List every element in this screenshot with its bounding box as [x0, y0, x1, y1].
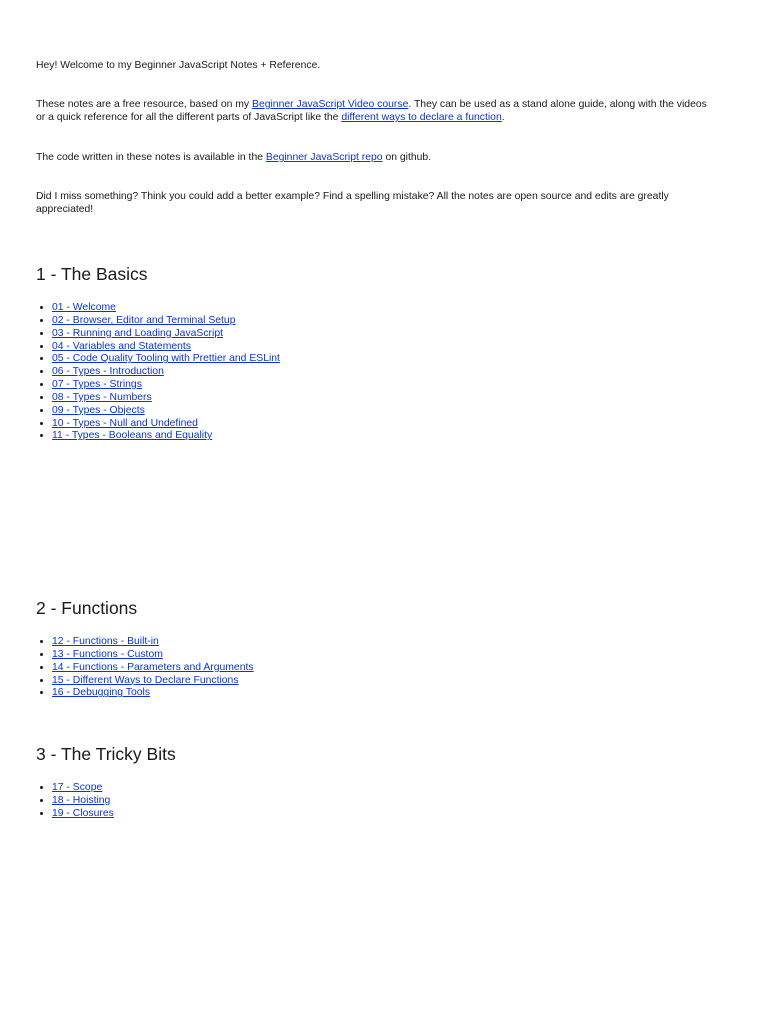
- list-item: [52, 315, 280, 328]
- section-list-functions: [36, 636, 254, 700]
- list-item: [52, 649, 254, 662]
- note-link[interactable]: 15 - Different Ways to Declare Functions: [52, 674, 239, 686]
- list-item: [52, 405, 280, 418]
- note-link[interactable]: 09 - Types - Objects: [52, 404, 145, 416]
- note-link[interactable]: 17 - Scope: [52, 782, 103, 793]
- note-link[interactable]: 06 - Types - Introduction: [52, 366, 164, 378]
- list-item: [52, 795, 114, 808]
- list-item: [52, 366, 280, 379]
- list-item: [52, 379, 280, 392]
- list-item: [52, 808, 114, 821]
- list-item: [52, 418, 280, 431]
- note-link[interactable]: 07 - Types - Strings: [52, 379, 142, 391]
- intro-resource-text-3: .: [501, 112, 505, 123]
- list-item: [52, 341, 280, 354]
- note-link[interactable]: 08 - Types - Numbers: [52, 391, 152, 403]
- note-link[interactable]: 19 - Closures: [52, 807, 114, 819]
- section-title-functions: 2 - Functions: [36, 598, 138, 618]
- declare-function-link[interactable]: different ways to declare a function: [341, 112, 502, 123]
- section-list-tricky-bits: [36, 782, 114, 821]
- note-link[interactable]: 18 - Hoisting: [52, 794, 111, 806]
- intro-welcome: Hey! Welcome to my Beginner JavaScript Notes + Reference.: [36, 60, 321, 71]
- note-link[interactable]: 02 - Browser, Editor and Terminal Setup: [52, 314, 236, 326]
- list-item: [52, 392, 280, 405]
- intro-contribute: Did I miss something? Think you could add a better example? Find a spelling mistake? All the notes are open source and edits are greatly appreciated!: [36, 191, 669, 215]
- list-item: [52, 302, 280, 315]
- list-item: [52, 687, 254, 700]
- section-title-tricky-bits: 3 - The Tricky Bits: [36, 744, 176, 764]
- repo-link[interactable]: Beginner JavaScript repo: [265, 152, 383, 163]
- note-link[interactable]: 01 - Welcome: [52, 302, 116, 313]
- course-link[interactable]: Beginner JavaScript Video course: [252, 99, 409, 110]
- intro-resource: [36, 98, 716, 124]
- note-link[interactable]: 03 - Running and Loading JavaScript: [52, 327, 223, 339]
- intro-code-text-1: The code written in these notes is available in the: [36, 152, 266, 163]
- list-item: [52, 675, 254, 688]
- note-link[interactable]: 11 - Types - Booleans and Equality: [52, 430, 213, 442]
- intro-resource-text-2: . They can be used as a stand alone guide, along with the videos or a quick reference for all the different parts of JavaScript like the: [36, 99, 707, 123]
- list-item: [52, 328, 280, 341]
- intro-resource-text-1: These notes are a free resource, based on my: [36, 99, 253, 110]
- list-item: [52, 782, 114, 795]
- note-link[interactable]: 10 - Types - Null and Undefined: [52, 417, 198, 429]
- list-item: [52, 636, 254, 649]
- note-link[interactable]: 04 - Variables and Statements: [52, 340, 192, 352]
- list-item: [52, 353, 280, 366]
- list-item: [52, 662, 254, 675]
- note-link[interactable]: 12 - Functions - Built-in: [52, 636, 159, 647]
- intro-code-text-2: on github.: [382, 152, 432, 163]
- section-title-basics: 1 - The Basics: [36, 264, 148, 284]
- list-item: [52, 430, 280, 443]
- intro-code: [36, 151, 716, 164]
- note-link[interactable]: 14 - Functions - Parameters and Arguments: [52, 661, 254, 673]
- section-list-basics: [36, 302, 280, 443]
- note-link[interactable]: 05 - Code Quality Tooling with Prettier and ESLint: [52, 353, 280, 365]
- note-link[interactable]: 13 - Functions - Custom: [52, 648, 163, 660]
- note-link[interactable]: 16 - Debugging Tools: [52, 687, 151, 699]
